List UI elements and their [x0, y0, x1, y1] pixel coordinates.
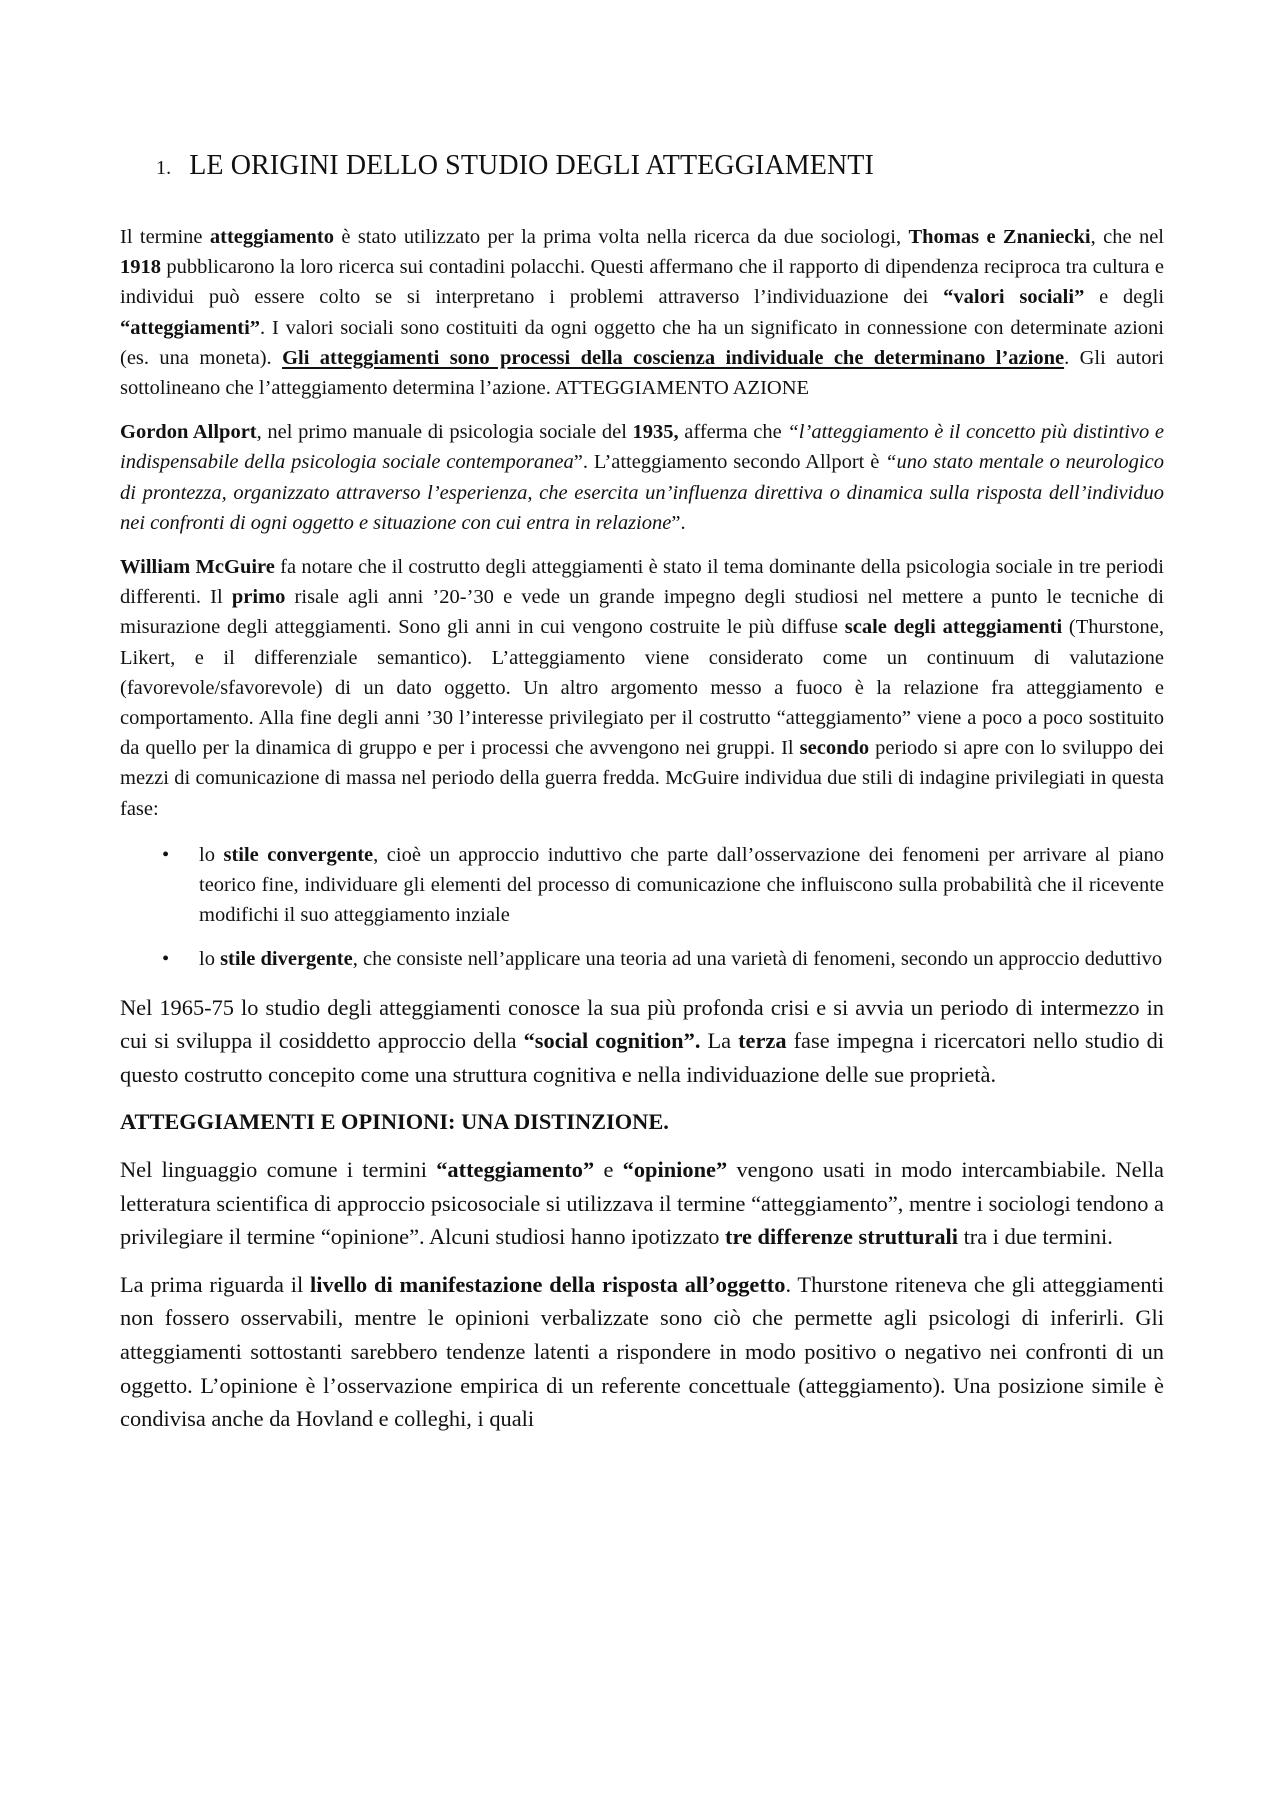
list-item: • lo stile divergente, che consiste nell’applicare una teoria ad una varietà di fenomeni, secondo un approccio deduttivo: [120, 944, 1164, 974]
document-page: [120, 150, 1164, 1450]
paragraph-mcguire: William McGuire fa notare che il costrutto degli atteggiamenti è stato il tema dominante della psicologia sociale in tre periodi differenti. Il primo risale agli anni ’20-’30 e vede un grande impegno degli studiosi nel mettere a punto le tecniche di misurazione degli atteggiamenti. Sono gli anni in cui vengono costruite le più diffuse scale degli atteggiamenti (Thurstone, Likert, e il differenziale semantico). L’atteggiamento viene considerato come un continuum di valutazione (favorevole/sfavorevole) di un dato oggetto. Un altro argomento messo a fuoco è la relazione fra atteggiamento e comportamento. Alla fine degli anni ’30 l’interesse privilegiato per il costrutto “atteggiamento” viene a poco a poco sostituito da quello per la dinamica di gruppo e per i processi che avvengono nei gruppi. Il secondo periodo si apre con lo sviluppo dei mezzi di comunicazione di massa nel periodo della guerra fredda. McGuire individua due stili di indagine privilegiati in questa fase:: [120, 556, 1165, 820]
chapter-number: 1.: [156, 157, 172, 179]
underlined-definition: Gli atteggiamenti sono processi della coscienza individuale che determinano l’azione: [282, 346, 1065, 369]
paragraph-atteggiamenti-opinioni: Nel linguaggio comune i termini “atteggiamento” e “opinione” vengono usati in modo intercambiabile. Nella letteratura scientifica di approccio psicosociale si utilizzava il termine “atteggiamento”, mentre i sociologi tendono a privilegiare il termine “opinione”. Alcuni studiosi hanno ipotizzato tre differenze strutturali tra i due termini.: [120, 1157, 1164, 1250]
paragraph-livello-manifestazione: La prima riguarda il livello di manifestazione della risposta all’oggetto. Thurstone riteneva che gli atteggiamenti non fossero osservabili, mentre le opinioni verbalizzate sono ciò che permette agli psicologi di inferirli. Gli atteggiamenti sottostanti sarebbero tendenze latenti a rispondere in modo positivo o negativo nei confronti di un oggetto. L’opinione è l’osservazione empirica di un referente concettuale (atteggiamento). Una posizione simile è condivisa anche da Hovland e colleghi, i quali: [120, 1271, 1164, 1432]
bullet-icon: •: [162, 948, 170, 971]
bullet-icon: •: [162, 843, 170, 866]
section-subheading: ATTEGGIAMENTI E OPINIONI: UNA DISTINZIONE.: [120, 1109, 669, 1135]
list-item: • lo stile convergente, cioè un approccio induttivo che parte dall’osservazione dei fenomeni per arrivare al piano teorico fine, individuare gli elementi del processo di comunicazione che influiscono sulla probabilità che il ricevente modifichi il suo atteggiamento inziale: [120, 840, 1164, 931]
bullet-list: [120, 840, 1164, 975]
paragraph-social-cognition: Nel 1965-75 lo studio degli atteggiamenti conosce la sua più profonda crisi e si avvia un periodo di intermezzo in cui si sviluppa il cosiddetto approccio della “social cognition”. La terza fase impegna i ricercatori nello studio di questo costrutto concepito come una struttura cognitiva e nella individuazione delle sue proprietà.: [120, 994, 1164, 1087]
chapter-heading: [156, 150, 1164, 182]
paragraph-allport: Gordon Allport, nel primo manuale di psicologia sociale del 1935, afferma che “l’atteggiamento è il concetto più distintivo e indispensabile della psicologia sociale contemporanea”. L’atteggiamento secondo Allport è “uno stato mentale o neurologico di prontezza, organizzato attraverso l’esperienza, che esercita un’influenza direttiva o dinamica sulla risposta dell’individuo nei confronti di ogni oggetto e situazione con cui entra in relazione”.: [120, 421, 1164, 534]
chapter-title: LE ORIGINI DELLO STUDIO DEGLI ATTEGGIAMENTI: [189, 150, 874, 181]
paragraph-thomas-znaniecki: Il termine atteggiamento è stato utilizzato per la prima volta nella ricerca da due sociologi, Thomas e Znaniecki, che nel 1918 pubblicarono la loro ricerca sui contadini polacchi. Questi affermano che il rapporto di dipendenza reciproca tra cultura e individui può essere colto se si interpretano i problemi attraverso l’individuazione dei “valori sociali” e degli “atteggiamenti”. I valori sociali sono costituiti da ogni oggetto che ha un significato in connessione con determinate azioni (es. una moneta). Gli atteggiamenti sono processi della coscienza individuale che determinano l’azione. Gli autori sottolineano che l’atteggiamento determina l’azione. ATTEGGIAMENTO AZIONE: [120, 226, 1165, 400]
